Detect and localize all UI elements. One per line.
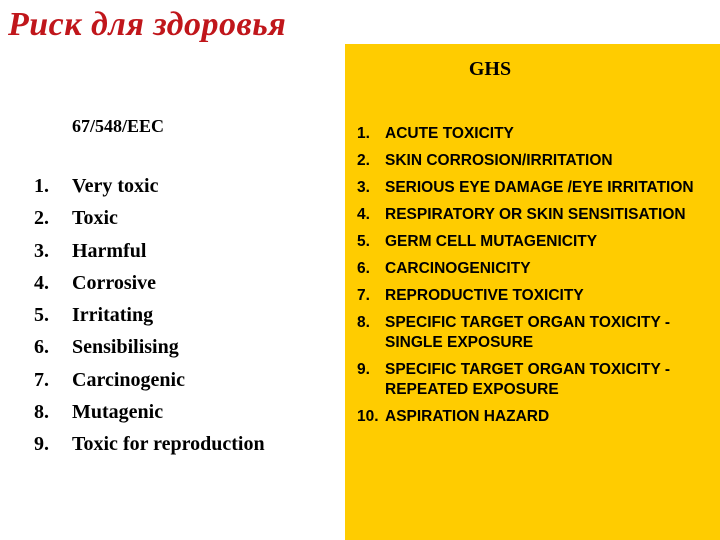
item-text: SERIOUS EYE DAMAGE /EYE IRRITATION	[385, 179, 694, 196]
item-number: 1.	[357, 125, 370, 142]
item-number: 6.	[357, 260, 370, 277]
item-number: 2.	[34, 207, 49, 230]
list-item	[357, 232, 707, 252]
item-text: REPRODUCTIVE TOXICITY	[385, 287, 584, 304]
eec-heading: 67/548/EEC	[72, 116, 165, 136]
list-item	[34, 240, 334, 262]
item-number: 8.	[357, 314, 370, 331]
list-item	[34, 369, 334, 391]
item-number: 6.	[34, 336, 49, 359]
item-text: SKIN CORROSION/IRRITATION	[385, 152, 613, 169]
item-number: 4.	[34, 271, 49, 294]
item-text: ASPIRATION HAZARD	[385, 408, 550, 425]
list-item	[357, 205, 707, 225]
list-item	[357, 259, 707, 279]
item-text: SPECIFIC TARGET ORGAN TOXICITY - SINGLE EXPOSURE	[385, 314, 671, 351]
item-text: Toxic for reproduction	[72, 433, 265, 456]
list-item	[357, 124, 707, 144]
list-item	[34, 304, 334, 326]
item-text: ACUTE TOXICITY	[385, 125, 514, 142]
item-text: RESPIRATORY OR SKIN SENSITISATION	[385, 206, 686, 223]
item-text: Toxic	[72, 207, 118, 230]
list-item	[357, 313, 707, 353]
item-number: 7.	[357, 287, 370, 304]
item-number: 2.	[357, 152, 370, 169]
item-text: Mutagenic	[72, 401, 164, 424]
list-item	[357, 286, 707, 306]
item-text: CARCINOGENICITY	[385, 260, 531, 277]
item-number: 9.	[34, 433, 49, 456]
item-text: Corrosive	[72, 271, 157, 294]
item-number: 8.	[34, 401, 49, 424]
list-item	[34, 207, 334, 229]
item-number: 5.	[357, 233, 370, 250]
eec-hazard-list	[34, 175, 334, 466]
item-text: Very toxic	[72, 175, 159, 197]
list-item	[34, 336, 334, 358]
list-item	[357, 151, 707, 171]
item-number: 7.	[34, 368, 49, 391]
item-number: 3.	[34, 239, 49, 262]
list-item	[357, 178, 707, 198]
item-text: Harmful	[72, 239, 147, 262]
item-text: Carcinogenic	[72, 368, 185, 391]
list-item	[34, 272, 334, 294]
item-text: Sensibilising	[72, 336, 179, 359]
item-text: GERM CELL MUTAGENICITY	[385, 233, 598, 250]
list-item	[357, 360, 707, 400]
slide-title: Риск для здоровья	[8, 6, 287, 43]
item-text: Irritating	[72, 304, 154, 327]
item-number: 9.	[357, 361, 370, 378]
list-item	[34, 175, 334, 197]
list-item	[34, 433, 334, 455]
item-text: SPECIFIC TARGET ORGAN TOXICITY - REPEATED EXPOSURE	[385, 361, 671, 398]
ghs-panel	[345, 44, 720, 540]
item-number: 5.	[34, 304, 49, 327]
list-item	[357, 407, 707, 427]
item-number: 10.	[357, 408, 379, 425]
item-number: 1.	[34, 175, 49, 197]
list-item	[34, 401, 334, 423]
ghs-hazard-list	[357, 124, 707, 434]
ghs-heading: GHS	[468, 58, 512, 80]
item-number: 3.	[357, 179, 370, 196]
item-number: 4.	[357, 206, 370, 223]
